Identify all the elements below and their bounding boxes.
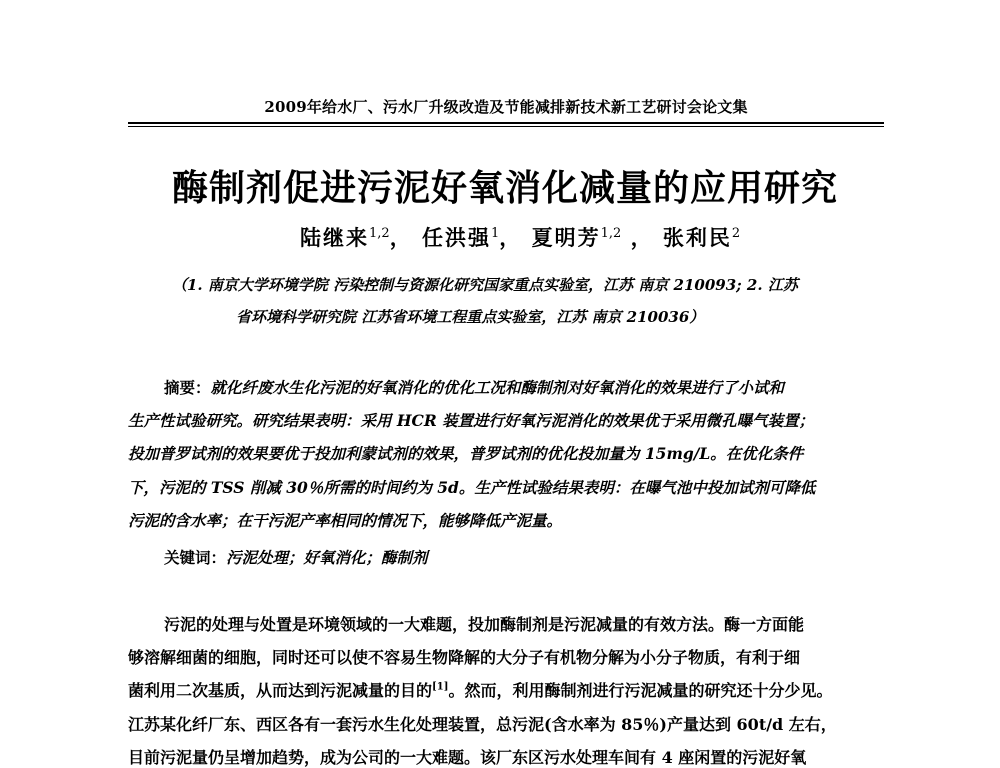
paper-title: 酶制剂促进污泥好氧消化减量的应用研究 — [171, 168, 838, 209]
body-line-4: 江苏某化纤厂东、西区各有一套污水生化处理装置，总污泥(含水率为 85％)产量达到 60t/d 左右， — [128, 715, 837, 734]
keywords-text: 污泥处理；好氧消化；酶制剂 — [226, 548, 428, 567]
abstract-line-3: 投加普罗试剂的效果要优于投加利蒙试剂的效果，普罗试剂的优化投加量为 15mg/L。在优化条件 — [128, 444, 804, 463]
abstract-line-5: 污泥的含水率；在干污泥产率相同的情况下，能够降低产泥量。 — [128, 511, 563, 530]
running-header: 2009年给水厂、污水厂升级改造及节能减排新技术新工艺研讨会论文集 — [264, 98, 748, 116]
abstract-label: 摘要： — [164, 379, 211, 397]
author-affil-mark: 1 — [491, 226, 500, 241]
affiliation-line-2: 省环境科学研究院 江苏省环境工程重点实验室，江苏 南京 210036） — [236, 308, 705, 326]
abstract-text: 就化纤废水生化污泥的好氧消化的优化工况和酶制剂对好氧消化的效果进行了小试和 — [210, 378, 785, 397]
affiliation-line-1: （1. 南京大学环境学院 污染控制与资源化研究国家重点实验室，江苏 南京 210093; 2. 江苏 — [172, 276, 798, 294]
body-text: 。然而，利用酶制剂进行污泥减量的研究还十分少见。 — [448, 681, 833, 700]
author-separator: ， — [499, 225, 523, 250]
author-name: 陆继来 — [300, 225, 369, 250]
author-affil-mark: 2 — [731, 226, 741, 241]
header-rule-thin — [128, 126, 884, 127]
body-line-5: 目前污泥量仍呈增加趋势，成为公司的一大难题。该厂东区污水处理车间有 4 座闲置的污泥好氧 — [128, 748, 807, 767]
author-separator: ， — [389, 225, 413, 250]
abstract-line-2: 生产性试验研究。研究结果表明：采用 HCR 装置进行好氧污泥消化的效果优于采用微孔曝气装置； — [128, 411, 815, 430]
author-name: 夏明芳 — [531, 225, 601, 250]
body-line-3 — [128, 678, 884, 701]
citation-mark: [1] — [432, 681, 449, 693]
author-name: 任洪强 — [422, 225, 491, 250]
abstract-line-4: 下，污泥的 TSS 削减 30％所需的时间约为 5d。生产性试验结果表明：在曝气池中投加试剂可降低 — [128, 478, 816, 497]
keywords-label: 关键词： — [164, 549, 227, 567]
author-list — [300, 222, 860, 252]
keywords-line — [164, 546, 428, 568]
body-line-2: 够溶解细菌的细胞，同时还可以使不容易生物降解的大分子有机物分解为小分子物质，有利于细 — [128, 648, 801, 667]
author-name: 张利民 — [662, 225, 732, 250]
body-text: 菌利用二次基质，从而达到污泥减量的目的 — [128, 681, 433, 700]
author-affil-mark: 1,2 — [600, 226, 622, 241]
author-separator: ， — [630, 225, 654, 250]
header-rule — [128, 122, 884, 124]
author-affil-mark: 1,2 — [369, 226, 390, 241]
body-line-1: 污泥的处理与处置是环境领域的一大难题，投加酶制剂是污泥减量的有效方法。酶一方面能 — [164, 615, 805, 634]
abstract-line-1 — [164, 376, 884, 398]
